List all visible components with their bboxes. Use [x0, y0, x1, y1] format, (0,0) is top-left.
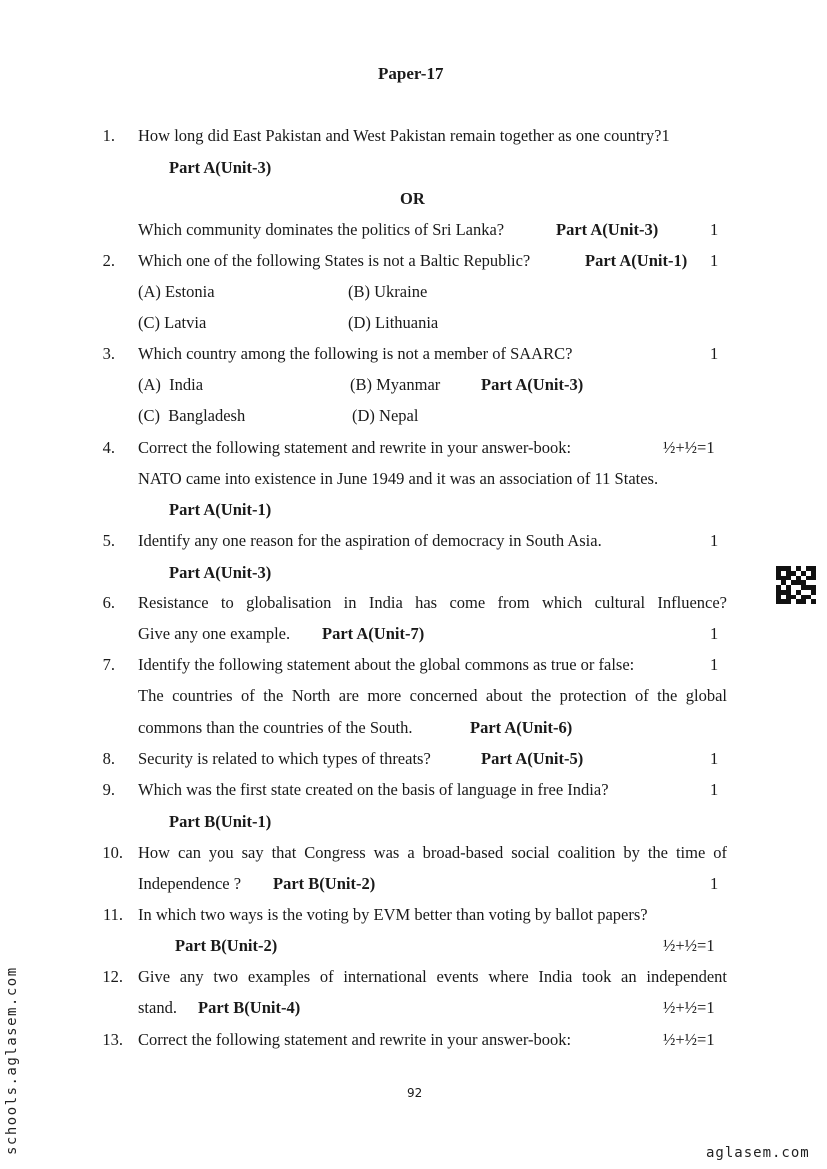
question-text: Independence ?	[138, 874, 242, 893]
question-text: How can you say that Congress was a broad-based social coalition by the time of	[138, 843, 727, 862]
question-marks: 1	[710, 749, 719, 768]
question-text: Correct the following statement and rewrite in your answer-book:	[138, 1030, 572, 1049]
question-text: Which one of the following States is not a Baltic Republic?	[138, 251, 531, 270]
question-marks: 1	[710, 251, 719, 270]
footer-watermark: aglasem.com	[706, 1145, 810, 1161]
option: (C) Latvia	[138, 313, 207, 332]
question-marks: ½+½=1	[663, 998, 715, 1017]
question-part-tag: Part B(Unit-2)	[273, 874, 376, 893]
question-part-tag: Part B(Unit-2)	[175, 936, 278, 955]
question-part-tag: Part A(Unit-3)	[169, 563, 272, 582]
option: (B) Ukraine	[348, 282, 428, 301]
question-marks: 1	[710, 220, 719, 239]
question-text: Correct the following statement and rewrite in your answer-book:	[138, 438, 572, 457]
question-part-tag: Part B(Unit-4)	[198, 998, 301, 1017]
option: (A) India	[138, 375, 204, 394]
question-text: Which country among the following is not a member of SAARC?	[138, 344, 573, 363]
question-marks: 1	[710, 531, 719, 550]
question-number: 13.	[102, 1030, 123, 1049]
question-number: 3.	[102, 344, 115, 363]
question-marks: ½+½=1	[663, 1030, 715, 1049]
page-number: 92	[407, 1086, 423, 1100]
question-number: 10.	[102, 843, 123, 862]
question-part-tag: Part A(Unit-7)	[322, 624, 425, 643]
question-statement: commons than the countries of the South.	[138, 718, 413, 737]
question-part-tag: Part A(Unit-5)	[481, 749, 584, 768]
question-text: Give any two examples of international events where India took an independent	[138, 967, 727, 986]
question-text: In which two ways is the voting by EVM better than voting by ballot papers?	[138, 905, 648, 924]
qr-code-icon	[776, 566, 816, 604]
question-text: stand.	[138, 998, 177, 1017]
option: (B) Myanmar	[350, 375, 441, 394]
question-number: 2.	[102, 251, 115, 270]
question-number: 4.	[102, 438, 115, 457]
question-marks: 1	[710, 655, 719, 674]
question-part-tag: Part A(Unit-3)	[556, 220, 659, 239]
question-number: 7.	[102, 655, 115, 674]
question-number: 6.	[102, 593, 115, 612]
question-part-tag: Part B(Unit-1)	[169, 812, 272, 831]
question-marks: 1	[710, 780, 719, 799]
question-number: 1.	[102, 126, 115, 145]
question-marks: ½+½=1	[663, 438, 715, 457]
side-watermark: schools.aglasem.com	[4, 966, 20, 1155]
question-text: Give any one example.	[138, 624, 291, 643]
question-text: Identify any one reason for the aspiration of democracy in South Asia.	[138, 531, 602, 550]
question-number: 9.	[102, 780, 115, 799]
question-part-tag: Part A(Unit-1)	[169, 500, 272, 519]
question-marks: 1	[710, 344, 719, 363]
page-title: Paper-17	[378, 64, 444, 83]
or-separator: OR	[400, 189, 425, 208]
question-text: Identify the following statement about the global commons as true or false:	[138, 655, 635, 674]
question-marks: ½+½=1	[663, 936, 715, 955]
question-statement: NATO came into existence in June 1949 and it was an association of 11 States.	[138, 469, 659, 488]
question-number: 11.	[102, 905, 123, 924]
question-text: Security is related to which types of threats?	[138, 749, 431, 768]
question-marks: 1	[710, 874, 719, 893]
option: (A) Estonia	[138, 282, 215, 301]
question-number: 5.	[102, 531, 115, 550]
question-part-tag: Part A(Unit-1)	[585, 251, 688, 270]
question-text: How long did East Pakistan and West Pakistan remain together as one country?1	[138, 126, 670, 145]
option: (C) Bangladesh	[138, 406, 246, 425]
question-text: Which community dominates the politics of Sri Lanka?	[138, 220, 505, 239]
question-part-tag: Part A(Unit-6)	[470, 718, 573, 737]
option: (D) Nepal	[352, 406, 419, 425]
question-part-tag: Part A(Unit-3)	[169, 158, 272, 177]
question-number: 12.	[102, 967, 123, 986]
question-statement: The countries of the North are more concerned about the protection of the global	[138, 686, 727, 705]
question-text: Which was the first state created on the basis of language in free India?	[138, 780, 609, 799]
question-part-tag: Part A(Unit-3)	[481, 375, 584, 394]
question-marks: 1	[710, 624, 719, 643]
question-number: 8.	[102, 749, 115, 768]
option: (D) Lithuania	[348, 313, 439, 332]
question-text: Resistance to globalisation in India has come from which cultural Influence?	[138, 593, 727, 612]
